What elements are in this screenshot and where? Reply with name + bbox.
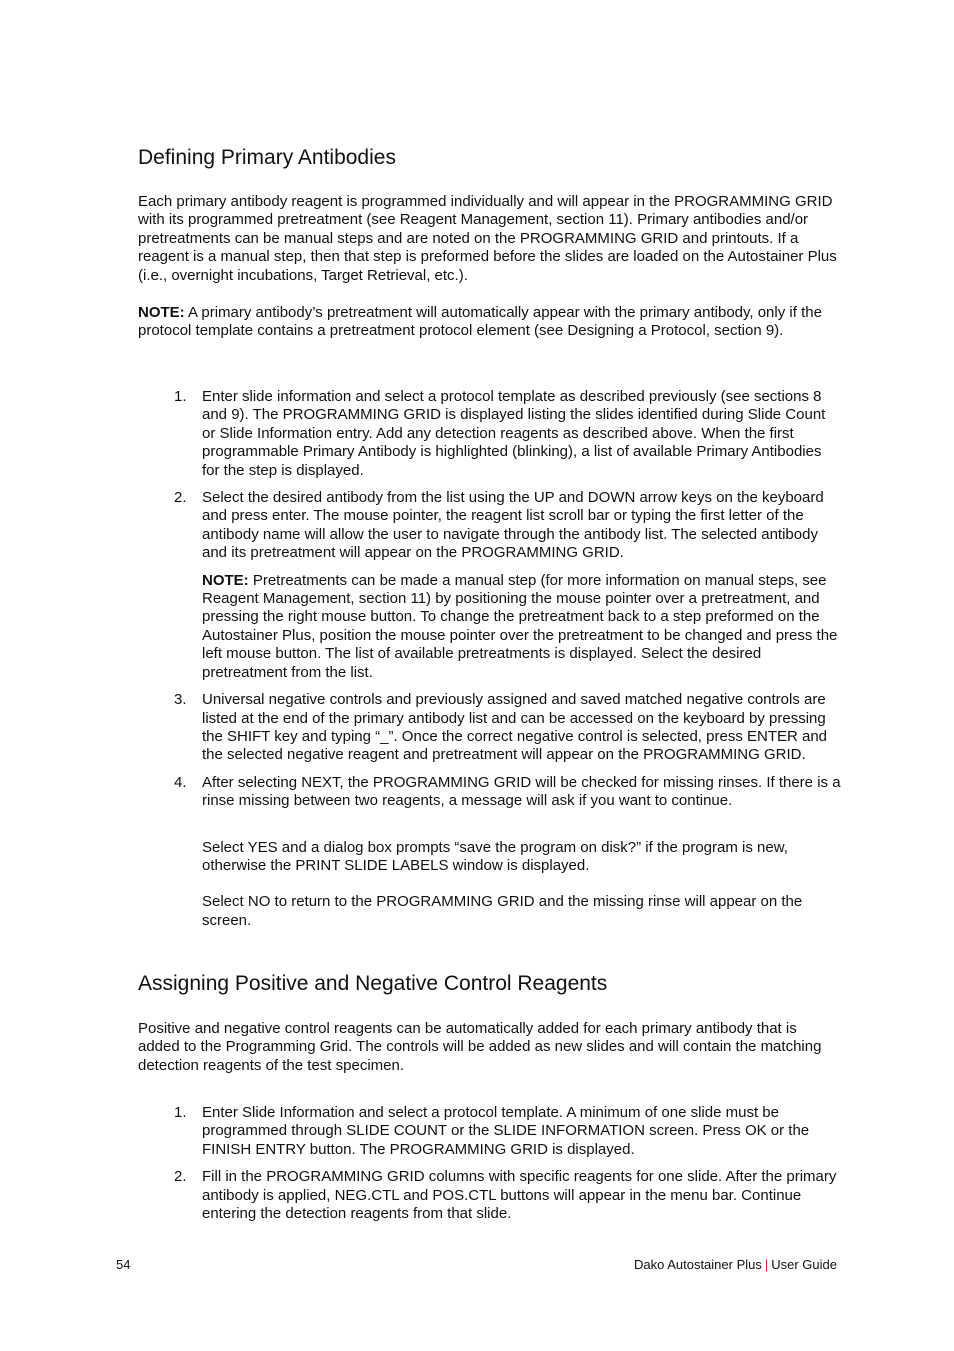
step-text: Enter slide information and select a protocol template as described previously (see sections 8 and 9). The PROGRAMMING GRID is displayed listing the slides identified during Slide Count or Slide Information entry. Add any detection reagents as described above. When the first programmable Primary Antibody is highlighted (blinking), a list of available Primary Antibodies for the step is displayed. — [202, 388, 826, 479]
step-number: 1. — [174, 1104, 187, 1121]
section-heading-control-reagents: Assigning Positive and Negative Control Reagents — [138, 972, 608, 995]
section1-intro: Each primary antibody reagent is programmed individually and will appear in the PROGRAMMING GRID with its programmed pretreatment (see Reagent Management, section 11). Primary antibodies and/or pretreatments can be manual steps and are noted on the PROGRAMMING GRID and printouts. If a reagent is a manual step, then that step is preformed before the slides are loaded on the Autostainer Plus (i.e., overnight incubations, Target Retrieval, etc.). — [138, 193, 837, 284]
note-text: A primary antibody’s pretreatment will automatically appear with the primary antibody, only if the protocol template contains a pretreatment protocol element (see Designing a Protocol, section 9). — [138, 304, 822, 340]
list-item — [138, 388, 842, 480]
step-number: 3. — [174, 691, 187, 709]
step-text: Fill in the PROGRAMMING GRID columns with specific reagents for one slide. After the primary antibody is applied, NEG.CTL and POS.CTL buttons will appear in the menu bar. Continue entering the detection reagents from that slide. — [202, 1168, 837, 1223]
footer-product: Dako Autostainer Plus — [633, 1257, 762, 1272]
step-number: 2. — [174, 1168, 187, 1186]
primary-antibody-steps — [138, 388, 842, 939]
section-heading-primary-antibodies: Defining Primary Antibodies — [138, 146, 396, 169]
step-subparagraph-no: Select NO to return to the PROGRAMMING GRID and the missing rinse will appear on the screen. — [202, 893, 803, 929]
page-number: 54 — [116, 1257, 131, 1272]
list-item — [138, 1168, 842, 1223]
step-subparagraph-yes: Select YES and a dialog box prompts “save the program on disk?” if the program is new, otherwise the PRINT SLIDE LABELS window is displayed. — [202, 838, 788, 874]
note-label: NOTE: — [138, 304, 185, 321]
control-reagent-steps — [138, 1104, 842, 1232]
list-item — [138, 1104, 842, 1159]
footer-separator: | — [764, 1257, 769, 1272]
step-number: 1. — [174, 388, 187, 405]
note-text: Pretreatments can be made a manual step (for more information on manual steps, see Reagent Management, section 11) by positioning the mouse pointer over a pretreatment, and pressing the right mouse button. To change the pretreatment back to a step preformed on the Autostainer Plus, position the mouse pointer over the pretreatment to be changed and press the left mouse button. The list of available pretreatments is displayed. Select the desired pretreatment from the list. — [202, 571, 838, 681]
footer-doc-type: User Guide — [771, 1257, 837, 1272]
step-text: Select the desired antibody from the list using the UP and DOWN arrow keys on the keyboard and press enter. The mouse pointer, the reagent list scroll bar or typing the first letter of the antibody name will allow the user to navigate through the antibody list. The selected antibody and its pretreatment will appear on the PROGRAMMING GRID. — [202, 489, 824, 562]
step-number: 2. — [174, 489, 187, 507]
section1-note — [138, 304, 842, 341]
footer-title — [634, 1257, 837, 1272]
note-label: NOTE: — [202, 571, 249, 589]
step-note — [202, 572, 842, 682]
list-item — [138, 691, 842, 765]
section2-intro: Positive and negative control reagents can be automatically added for each primary antibody that is added to the Programming Grid. The controls will be added as new slides and will contain the matching detection reagents of the test specimen. — [138, 1020, 822, 1074]
step-text: Enter Slide Information and select a protocol template. A minimum of one slide must be programmed through SLIDE COUNT or the SLIDE INFORMATION screen. Press OK or the FINISH ENTRY button. The PROGRAMMING GRID is displayed. — [202, 1104, 810, 1158]
step-text: Universal negative controls and previously assigned and saved matched negative controls are listed at the end of the primary antibody list and can be accessed on the keyboard by pressing the SHIFT key and typing “_”. Once the correct negative control is selected, press ENTER and the selected negative reagent and pretreatment will appear on the PROGRAMMING GRID. — [202, 691, 828, 764]
list-item — [138, 489, 842, 682]
step-number: 4. — [174, 773, 187, 791]
step-text: After selecting NEXT, the PROGRAMMING GRID will be checked for missing rinses. If there is a rinse missing between two reagents, a message will ask if you want to continue. — [202, 773, 841, 810]
list-item — [138, 774, 842, 930]
